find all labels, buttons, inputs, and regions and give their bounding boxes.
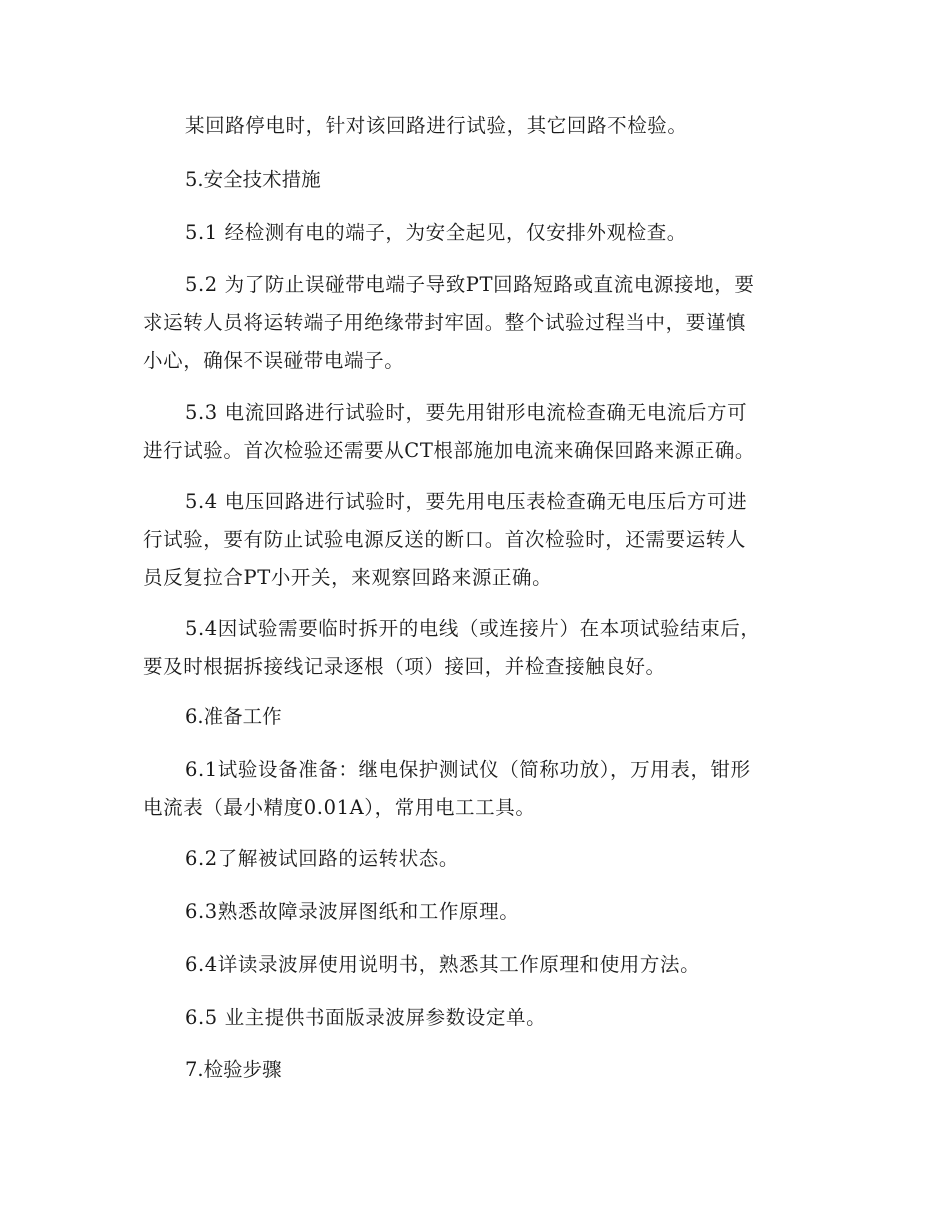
text-line: 5.4 电压回路进行试验时，要先用电压表检查确无电压后方可进: [185, 490, 748, 513]
text-line: 某回路停电时，针对该回路进行试验，其它回路不检验。: [185, 114, 688, 137]
text-line: 6.3熟悉故障录波屏图纸和工作原理。: [185, 900, 520, 923]
paragraph-5-3: [143, 394, 807, 470]
section-heading-7: [143, 1051, 807, 1089]
text-line: 求运转人员将运转端子用绝缘带封牢固。整个试验过程当中，要谨慎: [143, 311, 747, 334]
paragraph-6-1: [143, 751, 807, 827]
text-line: 5.3 电流回路进行试验时，要先用钳形电流检查确无电流后方可: [185, 401, 748, 424]
text-line: 6.5 业主提供书面版录波屏参数设定单。: [185, 1006, 547, 1029]
text-line: 要及时根据拆接线记录逐根（项）接回，并检查接触良好。: [143, 655, 666, 678]
text-line: 行试验，要有防止试验电源反送的断口。首次检验时，还需要运转人: [143, 528, 747, 551]
text-line: 电流表（最小精度0.01A），常用电工工具。: [143, 796, 536, 819]
text-line: 5.安全技术措施: [185, 168, 321, 191]
paragraph-6-2: [143, 840, 807, 878]
paragraph-5-4-voltage: [143, 483, 807, 597]
text-line: 7.检验步骤: [185, 1058, 282, 1081]
text-line: 5.1 经检测有电的端子，为安全起见，仅安排外观检查。: [185, 221, 687, 244]
text-line: 6.4详读录波屏使用说明书，熟悉其工作原理和使用方法。: [185, 953, 701, 976]
text-line: 6.1试验设备准备：继电保护测试仪（简称功放），万用表，钳形: [185, 758, 751, 781]
paragraph-5-4-wiring: [143, 610, 807, 686]
text-line: 员反复拉合PT小开关，来观察回路来源正确。: [143, 566, 553, 589]
text-line: 6.2了解被试回路的运转状态。: [185, 847, 460, 870]
paragraph-6-5: [143, 999, 807, 1037]
paragraph-5-2: [143, 266, 807, 380]
section-heading-5: [143, 161, 807, 199]
paragraph-5-1: [143, 214, 807, 252]
text-line: 5.4因试验需要临时拆开的电线（或连接片）在本项试验结束后，: [185, 617, 761, 640]
paragraph-6-3: [143, 893, 807, 931]
text-line: 小心，确保不误碰带电端子。: [143, 349, 405, 372]
paragraph-intro: [143, 107, 807, 145]
paragraph-6-4: [143, 946, 807, 984]
section-heading-6: [143, 698, 807, 736]
text-line: 进行试验。首次检验还需要从CT根部施加电流来确保回路来源正确。: [143, 439, 756, 462]
text-line: 5.2 为了防止误碰带电端子导致PT回路短路或直流电源接地，要: [185, 273, 755, 296]
text-line: 6.准备工作: [185, 705, 282, 728]
